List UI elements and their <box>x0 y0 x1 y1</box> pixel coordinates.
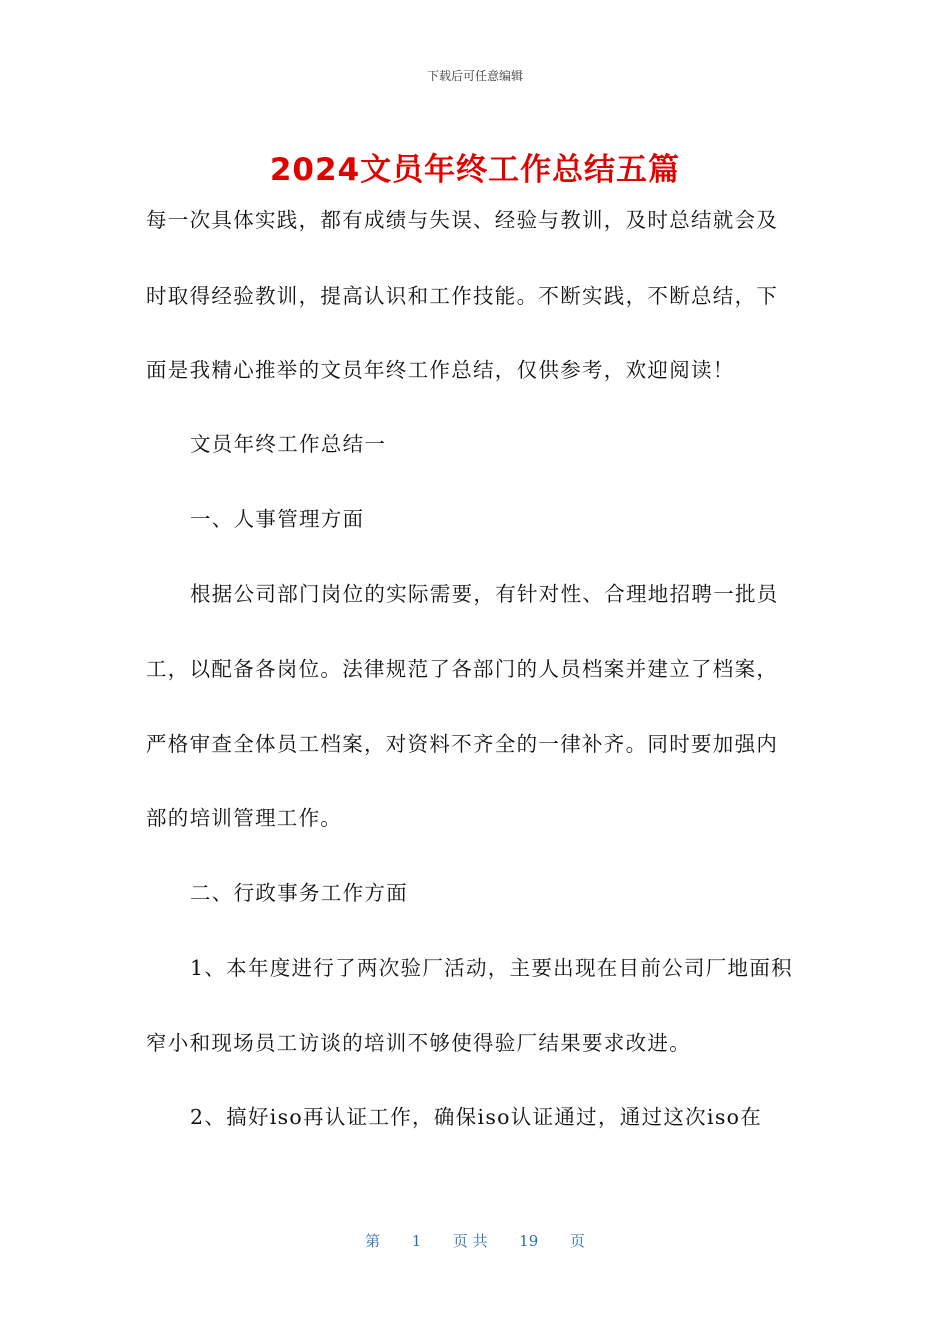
paragraph-line: 1、本年度进行了两次验厂活动，主要出现在目前公司厂地面积 <box>190 956 793 980</box>
footer-total-pages: 19 <box>519 1232 539 1250</box>
footer-total-suffix: 页 <box>569 1232 585 1250</box>
document-title: 2024文员年终工作总结五篇 <box>269 152 681 188</box>
footer-page-label: 第 <box>365 1232 381 1250</box>
paragraph-line: 根据公司部门岗位的实际需要，有针对性、合理地招聘一批员 <box>190 582 779 606</box>
paragraph-line: 窄小和现场员工访谈的培训不够使得验厂结果要求改进。 <box>146 1031 691 1055</box>
paragraph-line: 部的培训管理工作。 <box>146 806 343 830</box>
paragraph-line: 严格审查全体员工档案，对资料不齐全的一律补齐。同时要加强内 <box>146 732 779 756</box>
page-footer <box>0 1230 950 1251</box>
paragraph-line: 时取得经验教训，提高认识和工作技能。不断实践，不断总结，下 <box>146 284 779 308</box>
paragraph-line: 工，以配备各岗位。法律规范了各部门的人员档案并建立了档案， <box>146 657 779 681</box>
footer-page-number: 1 <box>411 1232 422 1250</box>
paragraph-line: 2、搞好iso再认证工作，确保iso认证通过，通过这次iso在 <box>190 1105 763 1129</box>
paragraph-line: 每一次具体实践，都有成绩与失误、经验与教训，及时总结就会及 <box>146 208 779 232</box>
section-heading: 二、行政事务工作方面 <box>190 881 408 905</box>
header-note: 下载后可任意编辑 <box>426 69 523 83</box>
section-heading: 文员年终工作总结一 <box>190 432 387 456</box>
paragraph-line: 面是我精心推举的文员年终工作总结，仅供参考，欢迎阅读！ <box>146 358 735 382</box>
footer-page-suffix: 页 共 <box>452 1232 488 1250</box>
section-heading: 一、人事管理方面 <box>190 507 365 531</box>
